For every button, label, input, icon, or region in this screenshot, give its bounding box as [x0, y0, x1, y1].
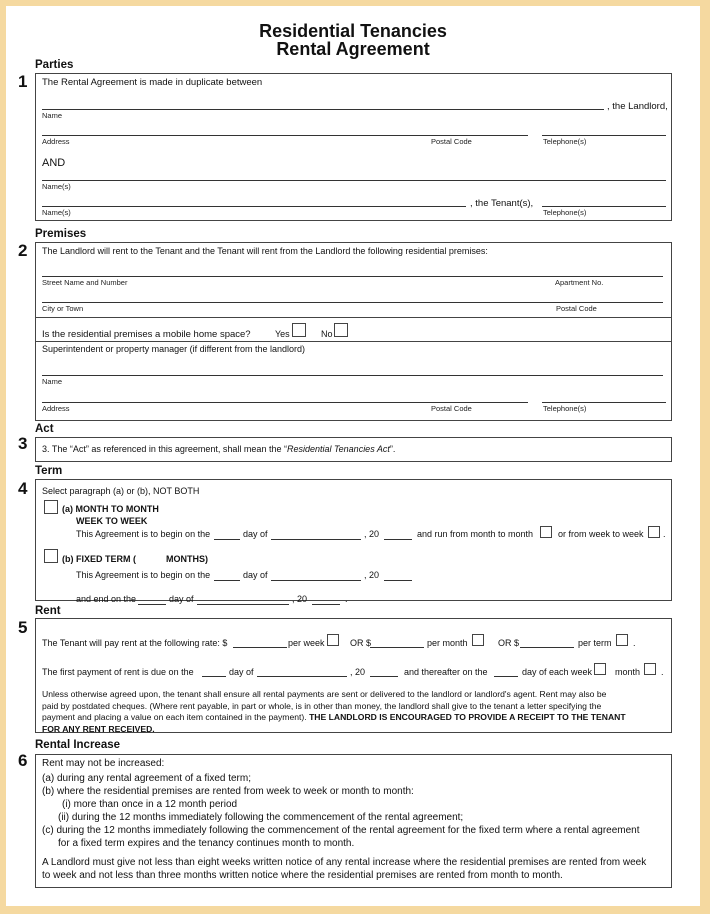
or-dollar-2: OR $ — [498, 638, 520, 648]
names-label-2: Name(s) — [42, 208, 71, 217]
thereafter-text: and thereafter on the — [404, 667, 488, 677]
superintendent-address-label: Address — [42, 404, 70, 413]
landlord-name-field[interactable] — [42, 109, 604, 110]
increase-line2: (a) during any rental agreement of a fixed term; — [42, 773, 251, 784]
superintendent-name-field[interactable] — [42, 375, 663, 376]
landlord-address-field[interactable] — [42, 135, 528, 136]
tenant-name-field-2[interactable] — [42, 206, 466, 207]
rent-box — [35, 618, 672, 733]
month-label: month — [615, 667, 641, 677]
end-month-field[interactable] — [197, 604, 289, 605]
postal-code-label: Postal Code — [431, 137, 472, 146]
premises-box — [35, 242, 672, 421]
option-b-day-of: day of — [243, 570, 268, 580]
rent-notice-line1: Unless otherwise agreed upon, the tenant shall ensure all rental payments are sent or delivered to the landlord or landlord's agent. Rent may also be — [42, 689, 607, 699]
increase-line3: (b) where the residential premises are rented from week to week or month to month: — [42, 786, 414, 797]
premises-heading: Premises — [35, 228, 87, 240]
parties-box — [35, 73, 672, 221]
term-option-b-checkbox[interactable] — [44, 549, 58, 563]
apartment-label: Apartment No. — [555, 278, 604, 287]
section-number-2: 2 — [18, 241, 28, 260]
parties-intro: The Rental Agreement is made in duplicate between — [42, 77, 263, 88]
city-label: City or Town — [42, 304, 84, 313]
rent-notice — [42, 689, 667, 735]
rent-heading: Rent — [35, 605, 61, 617]
term-select-instruction: Select paragraph (a) or (b), NOT BOTH — [42, 486, 200, 496]
superintendent-label: Superintendent or property manager (if different from the landlord) — [42, 344, 305, 354]
month-to-month-checkbox[interactable] — [540, 526, 552, 538]
section-number-6: 6 — [18, 751, 28, 770]
term-heading: Term — [35, 465, 63, 477]
each-month-checkbox[interactable] — [644, 663, 656, 675]
rental-increase-heading: Rental Increase — [35, 739, 121, 751]
per-week-label: per week — [288, 638, 325, 648]
no-label: No — [321, 329, 333, 339]
rent-notice-line4: FOR ANY RENT RECEIVED. — [42, 723, 155, 734]
superintendent-name-label: Name — [42, 377, 63, 386]
section-number-3: 3 — [18, 434, 28, 453]
increase-line1: Rent may not be increased: — [42, 758, 165, 769]
mobile-home-question: Is the residential premises a mobile home space? — [42, 329, 251, 340]
per-term-label: per term — [578, 638, 612, 648]
increase-line7: for a fixed term expires and the tenancy continues month to month. — [58, 838, 355, 849]
option-a-line2: WEEK TO WEEK — [76, 516, 148, 526]
option-a-comma-20: , 20 — [364, 529, 380, 539]
option-a-year-field[interactable] — [384, 539, 412, 540]
superintendent-postal-code-label: Postal Code — [431, 404, 472, 413]
end-year-field[interactable] — [312, 604, 340, 605]
end-day-field[interactable] — [138, 604, 166, 605]
section-number-5: 5 — [18, 618, 28, 637]
premises-intro: The Landlord will rent to the Tenant and the Tenant will rent from the Landlord the following residential premises: — [42, 246, 488, 256]
end-on: and end on the — [76, 594, 137, 604]
increase-line4: (i) more than once in a 12 month period — [62, 799, 238, 810]
increase-line6: (c) during the 12 months immediately following the commencement of the rental agreement for the fixed term where a rental agreement — [42, 825, 640, 836]
increase-line5: (ii) during the 12 months immediately following the commencement of the rental agreement; — [58, 812, 464, 823]
or-dollar-1: OR $ — [350, 638, 372, 648]
rent-notice-line3: payment and placing a value on each item contained in the payment). THE LANDLORD IS ENCOURAGED TO PROVIDE A RECEIPT TO THE TENANT — [42, 712, 626, 722]
tenant-suffix: , the Tenant(s), — [470, 198, 534, 209]
street-field[interactable] — [42, 276, 663, 277]
per-month-checkbox[interactable] — [472, 634, 484, 646]
option-a-day-of: day of — [243, 529, 268, 539]
telephone-label: Telephone(s) — [543, 137, 587, 146]
first-payment-month-field[interactable] — [257, 676, 347, 677]
week-to-week-checkbox[interactable] — [648, 526, 660, 538]
option-a-begin: This Agreement is to begin on the — [76, 529, 211, 539]
name-label: Name — [42, 111, 63, 120]
act-box — [35, 437, 672, 462]
premises-postal-code-label: Postal Code — [556, 304, 597, 313]
option-b-comma-20: , 20 — [364, 570, 380, 580]
option-a-month-field[interactable] — [271, 539, 361, 540]
landlord-suffix: , the Landlord, — [607, 101, 668, 112]
option-a-period: . — [663, 529, 666, 539]
first-payment-day-of: day of — [229, 667, 254, 677]
run-from-month: and run from month to month — [417, 529, 534, 539]
or-week-to-week: or from week to week — [558, 529, 644, 539]
term-option-a-checkbox[interactable] — [44, 500, 58, 514]
first-payment-text: The first payment of rent is due on the — [42, 667, 194, 677]
per-term-checkbox[interactable] — [616, 634, 628, 646]
option-b-month-field[interactable] — [271, 580, 361, 581]
rent-period-2: . — [661, 667, 664, 677]
term-box — [35, 479, 672, 604]
increase-line9: to week and not less than three months written notice where the residential premises are rented from month to month. — [42, 870, 563, 881]
first-payment-year-field[interactable] — [370, 676, 398, 677]
divider — [36, 341, 671, 342]
increase-line8: A Landlord must give not less than eight weeks written notice of any rental increase where the residential premises are rented from week — [42, 857, 647, 868]
tenant-name-field-1[interactable] — [42, 180, 666, 181]
section-number-1: 1 — [18, 72, 28, 91]
day-of-each-week: day of each week — [522, 667, 593, 677]
names-label: Name(s) — [42, 182, 71, 191]
option-b-prefix: (b) FIXED TERM ( — [62, 554, 136, 564]
rent-period-1: . — [633, 638, 636, 648]
landlord-telephone-field[interactable] — [542, 135, 666, 136]
rental-agreement-form — [6, 6, 700, 906]
tenant-telephone-field[interactable] — [542, 206, 666, 207]
act-heading: Act — [35, 423, 54, 435]
yes-label: Yes — [275, 329, 290, 339]
option-b-begin: This Agreement is to begin on the — [76, 570, 211, 580]
option-b-begin-day-field[interactable] — [214, 580, 240, 581]
rent-per-month-amount-field[interactable] — [370, 647, 424, 648]
form-title-line2: Rental Agreement — [276, 39, 430, 59]
rental-increase-box — [35, 754, 672, 888]
rent-rate-text: The Tenant will pay rent at the following rate: $ — [42, 638, 228, 648]
thereafter-day-field[interactable] — [494, 676, 518, 677]
parties-heading: Parties — [35, 59, 74, 71]
end-period: . — [345, 594, 348, 604]
street-label: Street Name and Number — [42, 278, 128, 287]
option-b-suffix: MONTHS) — [166, 554, 208, 564]
act-text: 3. The “Act” as referenced in this agreement, shall mean the “Residential Tenancies Act”. — [42, 444, 396, 454]
first-payment-comma-20: , 20 — [350, 667, 366, 677]
mobile-home-yes-checkbox[interactable] — [292, 323, 306, 337]
rent-per-week-amount-field[interactable] — [233, 647, 287, 648]
end-day-of: day of — [169, 594, 194, 604]
per-month-label: per month — [427, 638, 468, 648]
superintendent-telephone-label: Telephone(s) — [543, 404, 587, 413]
superintendent-telephone-field[interactable] — [542, 402, 666, 403]
form-title-line1: Residential Tenancies — [259, 21, 447, 41]
telephone-label-2: Telephone(s) — [543, 208, 587, 217]
section-number-4: 4 — [18, 479, 28, 498]
mobile-home-no-checkbox[interactable] — [334, 323, 348, 337]
per-week-checkbox[interactable] — [327, 634, 339, 646]
option-b-year-field[interactable] — [384, 580, 412, 581]
option-a-line1: (a) MONTH TO MONTH — [62, 504, 159, 514]
option-a-begin-day-field[interactable] — [214, 539, 240, 540]
end-comma-20: , 20 — [292, 594, 308, 604]
rent-notice-line2: paid by postdated cheques. (Where rent payable, in part or whole, is in other than money, the landlord shall give to the tenant a letter specifying the — [42, 700, 602, 711]
city-field[interactable] — [42, 302, 663, 303]
each-week-checkbox[interactable] — [594, 663, 606, 675]
address-label: Address — [42, 137, 70, 146]
superintendent-address-field[interactable] — [42, 402, 528, 403]
divider — [36, 317, 671, 318]
and-label: AND — [42, 157, 66, 169]
rent-per-term-amount-field[interactable] — [520, 647, 574, 648]
first-payment-day-field[interactable] — [202, 676, 226, 677]
